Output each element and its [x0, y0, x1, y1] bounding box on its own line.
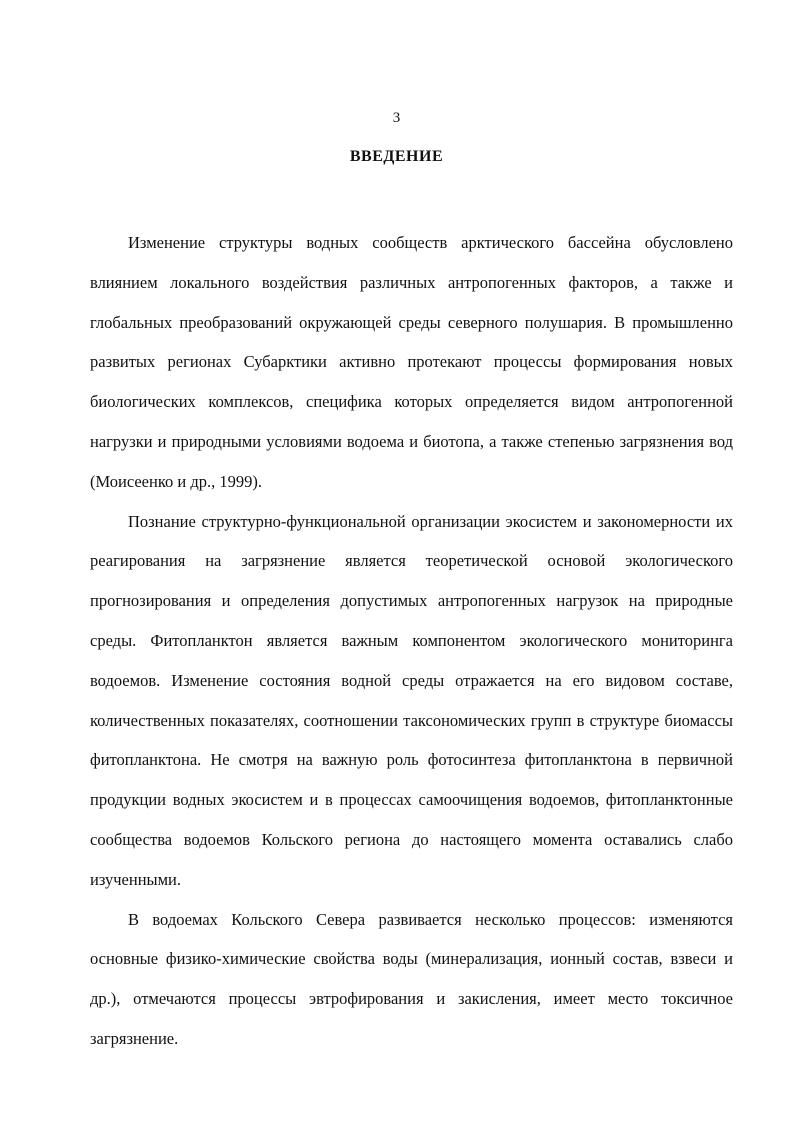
document-body	[90, 223, 733, 1059]
paragraph-3: В водоемах Кольского Севера развивается несколько процессов: изменяются основные физико-химические свойства воды (минерализация, ионный состав, взвеси и др.), отмечаются процессы эвтрофирования и закисления, имеет место токсичное загрязнение.	[90, 909, 733, 1048]
paragraph-1: Изменение структуры водных сообществ арктического бассейна обусловлено влиянием локального воздействия различных антропогенных факторов, а также и глобальных преобразований окружающей среды северного полушария. В промышленно развитых регионах Субарктики активно протекают процессы формирования новых биологических комплексов, специфика которых определяется видом антропогенной нагрузки и природными условиями водоема и биотопа, а также степенью загрязнения вод (Моисеенко и др., 1999).	[90, 233, 733, 491]
paragraph-2: Познание структурно-функциональной организации экосистем и закономерности их реагирования на загрязнение является теоретической основой экологического прогнозирования и определения допустимых антропогенных нагрузок на природные среды. Фитопланктон является важным компонентом экологического мониторинга водоемов. Изменение состояния водной среды отражается на его видовом составе, количественных показателях, соотношении таксономических групп в структуре биомассы фитопланктона. Не смотря на важную роль фотосинтеза фитопланктона в первичной продукции водных экосистем и в процессах самоочищения водоемов, фитопланктонные сообщества водоемов Кольского региона до настоящего момента оставались слабо изученными.	[90, 511, 733, 889]
page-number: 3	[392, 110, 401, 126]
page-title: ВВЕДЕНИЕ	[349, 148, 444, 165]
